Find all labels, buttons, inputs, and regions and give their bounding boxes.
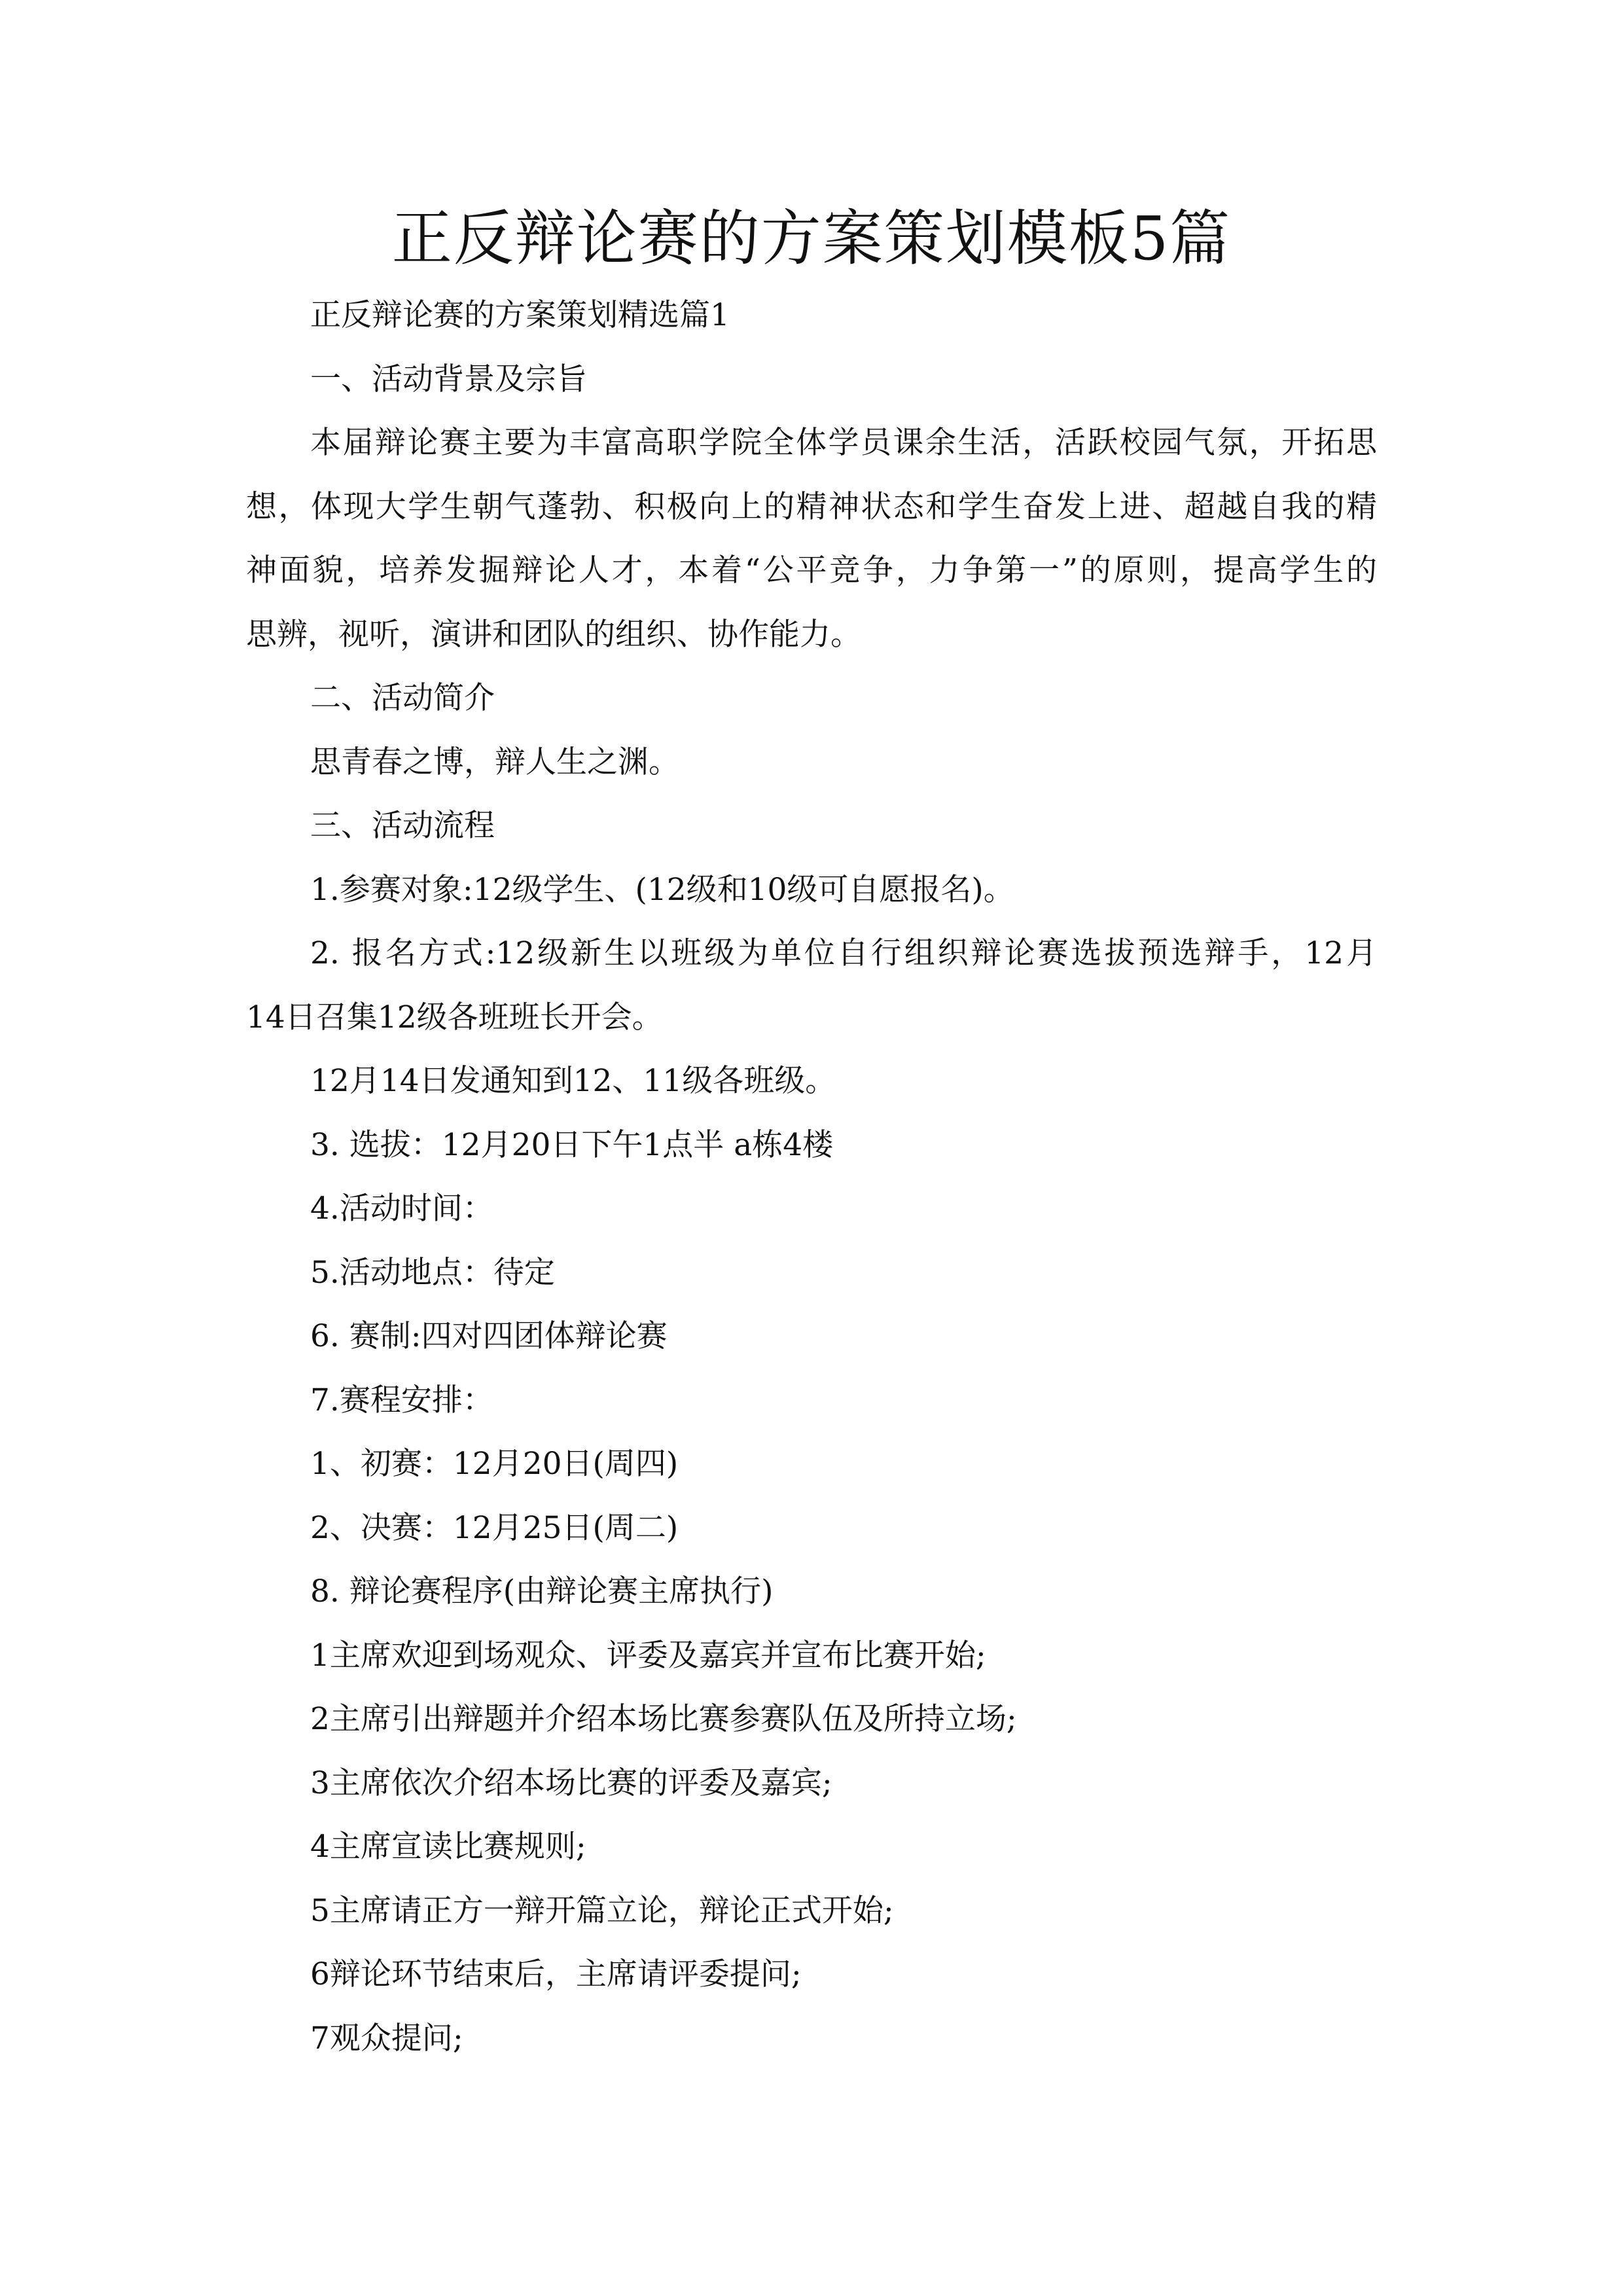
section-heading: 二、活动简介 [310, 680, 495, 716]
paragraph-line: 想，体现大学生朝气蓬勃、积极向上的精神状态和学生奋发上进、超越自我的精 [246, 488, 1377, 525]
section-heading: 一、活动背景及宗旨 [310, 361, 587, 397]
paragraph-line: 12月14日发通知到12、11级各班级。 [310, 1063, 836, 1099]
list-item: 2主席引出辩题并介绍本场比赛参赛队伍及所持立场; [310, 1701, 1017, 1737]
paragraph-line: 思辨，视听，演讲和团队的组织、协作能力。 [246, 616, 861, 653]
section-heading: 正反辩论赛的方案策划精选篇1 [310, 297, 730, 333]
list-item: 1主席欢迎到场观众、评委及嘉宾并宣布比赛开始; [310, 1637, 986, 1674]
list-item: 4主席宣读比赛规则; [310, 1829, 586, 1865]
list-item: 3主席依次介绍本场比赛的评委及嘉宾; [310, 1765, 832, 1801]
list-item: 8. 辩论赛程序(由辩论赛主席执行) [310, 1573, 774, 1609]
list-item: 7.赛程安排： [310, 1382, 493, 1418]
document-title: 正反辩论赛的方案策划模板5篇 [391, 204, 1232, 274]
list-item: 4.活动时间： [310, 1191, 493, 1227]
list-item: 5主席请正方一辩开篇立论，辩论正式开始; [310, 1892, 894, 1929]
list-item: 2. 报名方式:12级新生以班级为单位自行组织辩论赛选拔预选辩手，12月 [310, 935, 1377, 971]
list-item: 2、决赛：12月25日(周二) [310, 1509, 679, 1546]
list-item: 3. 选拔：12月20日下午1点半 a栋4楼 [310, 1126, 834, 1163]
paragraph-line: 思青春之博，辩人生之渊。 [310, 744, 679, 780]
section-heading: 三、活动流程 [310, 808, 495, 844]
paragraph-line: 神面貌，培养发掘辩论人才，本着“公平竞争，力争第一”的原则，提高学生的 [246, 552, 1377, 588]
list-item: 1.参赛对象:12级学生、(12级和10级可自愿报名)。 [310, 871, 1014, 908]
list-item: 6辩论环节结束后，主席请评委提问; [310, 1956, 802, 1992]
paragraph-line: 本届辩论赛主要为丰富高职学院全体学员课余生活，活跃校园气氛，开拓思 [310, 425, 1377, 461]
list-item: 1、初赛：12月20日(周四) [310, 1446, 679, 1482]
document-body [246, 283, 1377, 2070]
list-item: 6. 赛制:四对四团体辩论赛 [310, 1318, 668, 1354]
list-item: 7观众提问; [310, 2020, 463, 2056]
list-item: 5.活动地点：待定 [310, 1254, 555, 1291]
paragraph-line: 14日召集12级各班班长开会。 [246, 999, 663, 1035]
